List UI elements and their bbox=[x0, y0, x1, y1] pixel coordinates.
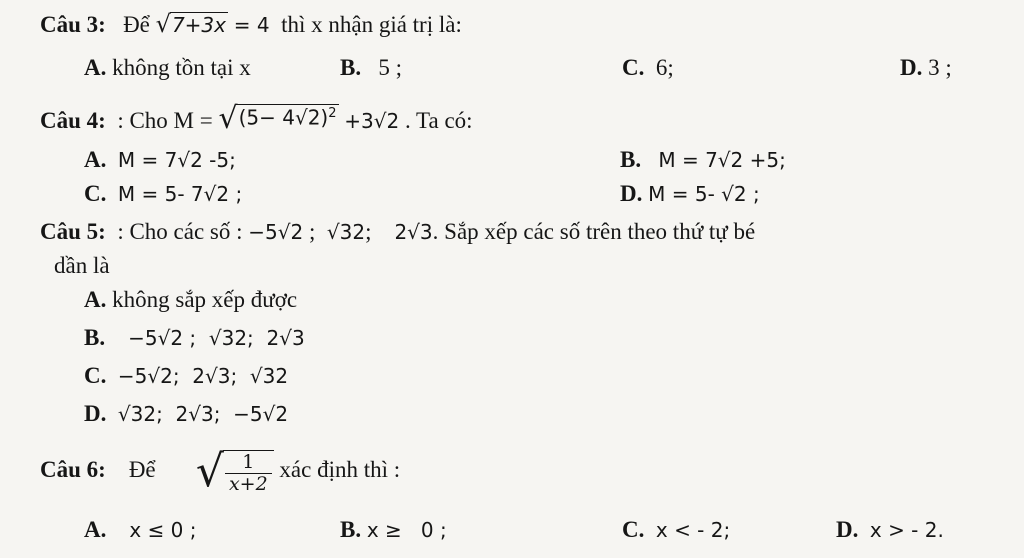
fraction-numerator: 1 bbox=[242, 450, 255, 473]
question-5-pre: : Cho các số : bbox=[117, 219, 243, 244]
question-4-stem bbox=[40, 101, 473, 136]
question-3-label: Câu 3: bbox=[40, 12, 106, 37]
question-3-post: thì x nhận giá trị là: bbox=[281, 12, 462, 37]
option-3a: A. không tồn tại x bbox=[84, 55, 251, 80]
option-6a: A. x ≤ 0 ; bbox=[84, 517, 197, 542]
question-5-label: Câu 5: bbox=[40, 219, 106, 244]
question-6-label: Câu 6: bbox=[40, 457, 106, 482]
option-6d: D. x > - 2. bbox=[836, 517, 944, 542]
question-5-line2: dần là bbox=[54, 253, 110, 278]
question-5-stem: Câu 5: : Cho các số : −5√2 ; √32; 2√3. Sắp xếp các số trên theo thứ tự bé bbox=[40, 219, 756, 244]
fraction-denominator: x+2 bbox=[225, 473, 272, 494]
question-4-pre: : Cho M = bbox=[117, 108, 213, 133]
sqrt-expression: √ $(5- 4√2)^2$ bbox=[218, 101, 337, 136]
option-4d: D. M = 5- √2 ; bbox=[620, 181, 760, 206]
option-5d: D. √32; 2√3; −5√2 bbox=[84, 401, 289, 426]
question-3-pre: Để bbox=[123, 12, 150, 37]
number-1: −5√2 bbox=[248, 220, 304, 244]
number-2: √32 bbox=[326, 220, 366, 244]
sqrt-fraction: √ $\frac{1}{x+2}$ bbox=[196, 450, 274, 494]
question-4-post: . Ta có: bbox=[404, 108, 473, 133]
option-3c: C. 6; bbox=[622, 55, 674, 80]
question-3-stem bbox=[40, 12, 462, 36]
option-5b: B. −5√2 ; √32; 2√3 bbox=[84, 325, 305, 350]
question-6-pre: Để bbox=[128, 457, 156, 482]
option-6c: C. x < - 2; bbox=[622, 517, 731, 542]
option-5c: C. −5√2; 2√3; √32 bbox=[84, 363, 289, 388]
question-6-stem bbox=[40, 440, 400, 500]
option-5a: A. không sắp xếp được bbox=[84, 287, 298, 312]
equation-rhs: = 4 bbox=[233, 13, 270, 37]
option-6b: B. x ≥ 0 ; bbox=[340, 517, 447, 542]
expression-tail: +3√2 bbox=[344, 109, 400, 133]
question-5-post: . Sắp xếp các số trên theo thứ tự bé bbox=[432, 219, 756, 244]
option-4c: C. M = 5- 7√2 ; bbox=[84, 181, 243, 206]
option-3d: D. 3 ; bbox=[900, 55, 952, 80]
number-3: 2√3 bbox=[394, 220, 433, 244]
sqrt-expression: √ 7+3x bbox=[155, 10, 226, 38]
question-6-post: xác định thì : bbox=[279, 457, 401, 482]
option-3b: B. 5 ; bbox=[340, 55, 402, 80]
option-4a: A. M = 7√2 -5; bbox=[84, 147, 236, 172]
question-4-label: Câu 4: bbox=[40, 108, 106, 133]
option-4b: B. M = 7√2 +5; bbox=[620, 147, 786, 172]
